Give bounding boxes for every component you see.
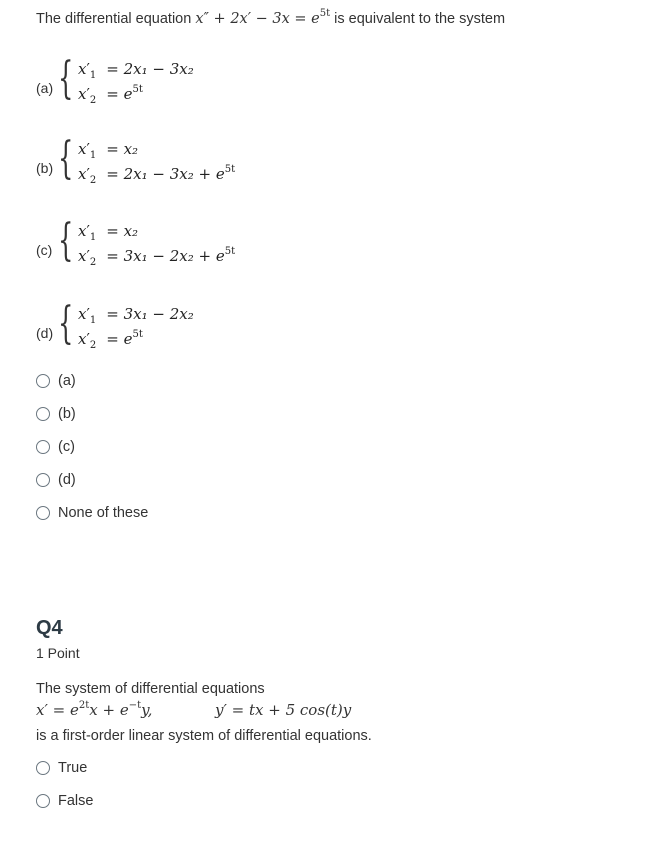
prime-mark: ′ — [86, 140, 90, 158]
eq1-part: x′ = e — [36, 701, 79, 719]
subscript: 2 — [89, 257, 97, 268]
right-hand-side: = 3x₁ − 2x₂ + e — [106, 247, 225, 265]
right-hand-side: = 2x₁ − 3x₂ — [106, 60, 194, 78]
variable: x — [78, 60, 87, 78]
right-hand-side: = 3x₁ − 2x₂ — [106, 305, 194, 323]
variable: x — [78, 305, 87, 323]
eq1-exponent-2: −t — [128, 700, 142, 711]
prime-mark: ′ — [86, 305, 90, 323]
subscript: 1 — [89, 315, 97, 326]
variable: x — [78, 165, 87, 183]
radio-label: (a) — [58, 373, 76, 389]
equation-exponent: 5t — [319, 8, 331, 19]
radio-button[interactable] — [36, 794, 50, 808]
system-row2 — [78, 84, 143, 106]
prime-mark: ′ — [86, 60, 90, 78]
radio-button[interactable] — [36, 506, 50, 520]
right-hand-side: = x₂ — [106, 140, 139, 158]
prompt-text-before: The differential equation — [36, 11, 192, 27]
prime-mark: ′ — [86, 247, 90, 265]
variable: x — [78, 222, 87, 240]
radio-option[interactable] — [36, 791, 93, 811]
question-title: Q4 — [36, 617, 63, 639]
system-row1 — [78, 222, 139, 243]
prime-mark: ′ — [86, 222, 90, 240]
radio-button[interactable] — [36, 440, 50, 454]
system-label: (d) — [36, 325, 54, 341]
radio-button[interactable] — [36, 473, 50, 487]
eq1-middle: x + e — [89, 701, 129, 719]
radio-button[interactable] — [36, 407, 50, 421]
right-hand-side: = e — [106, 330, 133, 348]
system-row2 — [78, 329, 143, 351]
exponent: 5t — [132, 329, 143, 340]
prompt-text-after: is equivalent to the system — [334, 11, 506, 27]
system-row2 — [78, 246, 236, 268]
left-brace: { — [58, 298, 74, 349]
system-label: (a) — [36, 80, 54, 96]
left-brace: { — [58, 53, 74, 104]
radio-label: (d) — [58, 472, 76, 488]
prime-mark: ′ — [86, 165, 90, 183]
variable: x — [78, 330, 87, 348]
exponent: 5t — [132, 84, 143, 95]
exponent: 5t — [224, 246, 236, 257]
radio-option[interactable] — [36, 470, 76, 490]
equation-lhs: x″ + 2x′ − 3x = e — [195, 11, 320, 27]
q4-text-body: is a first-order linear system of differential equations. — [36, 728, 372, 744]
system-label: (c) — [36, 242, 53, 258]
question-points: 1 Point — [36, 645, 80, 661]
right-hand-side: = 2x₁ − 3x₂ + e — [106, 165, 225, 183]
prime-mark: ′ — [86, 85, 90, 103]
radio-option[interactable] — [36, 758, 87, 778]
system-row1 — [78, 140, 139, 161]
radio-option[interactable] — [36, 503, 148, 523]
q4-text-intro: The system of differential equations — [36, 681, 265, 697]
eq1-exponent: 2t — [78, 700, 90, 711]
q4-equation-1 — [36, 701, 152, 719]
radio-label: False — [58, 793, 94, 809]
subscript: 1 — [89, 70, 97, 81]
q4-equation-2: y′ = tx + 5 cos(t)y — [215, 701, 352, 719]
variable: x — [78, 85, 87, 103]
differential-equation — [195, 8, 331, 27]
left-brace: { — [58, 133, 74, 184]
subscript: 1 — [89, 150, 97, 161]
right-hand-side: = e — [106, 85, 133, 103]
prime-mark: ′ — [86, 330, 90, 348]
radio-option[interactable] — [36, 437, 75, 457]
eq1-end: y, — [141, 701, 153, 719]
subscript: 2 — [89, 175, 97, 186]
radio-label: True — [58, 760, 88, 776]
system-row1 — [78, 60, 194, 81]
subscript: 2 — [89, 95, 97, 106]
right-hand-side: = x₂ — [106, 222, 139, 240]
subscript: 2 — [89, 340, 97, 351]
system-label: (b) — [36, 160, 54, 176]
radio-option[interactable] — [36, 371, 76, 391]
subscript: 1 — [89, 232, 97, 243]
radio-option[interactable] — [36, 404, 76, 424]
system-row1 — [78, 305, 194, 326]
radio-label: None of these — [58, 505, 149, 521]
exponent: 5t — [224, 164, 236, 175]
question-prompt — [36, 8, 506, 27]
radio-button[interactable] — [36, 761, 50, 775]
radio-label: (c) — [58, 439, 75, 455]
variable: x — [78, 140, 87, 158]
system-row2 — [78, 164, 236, 186]
variable: x — [78, 247, 87, 265]
radio-label: (b) — [58, 406, 76, 422]
left-brace: { — [58, 215, 74, 266]
radio-button[interactable] — [36, 374, 50, 388]
